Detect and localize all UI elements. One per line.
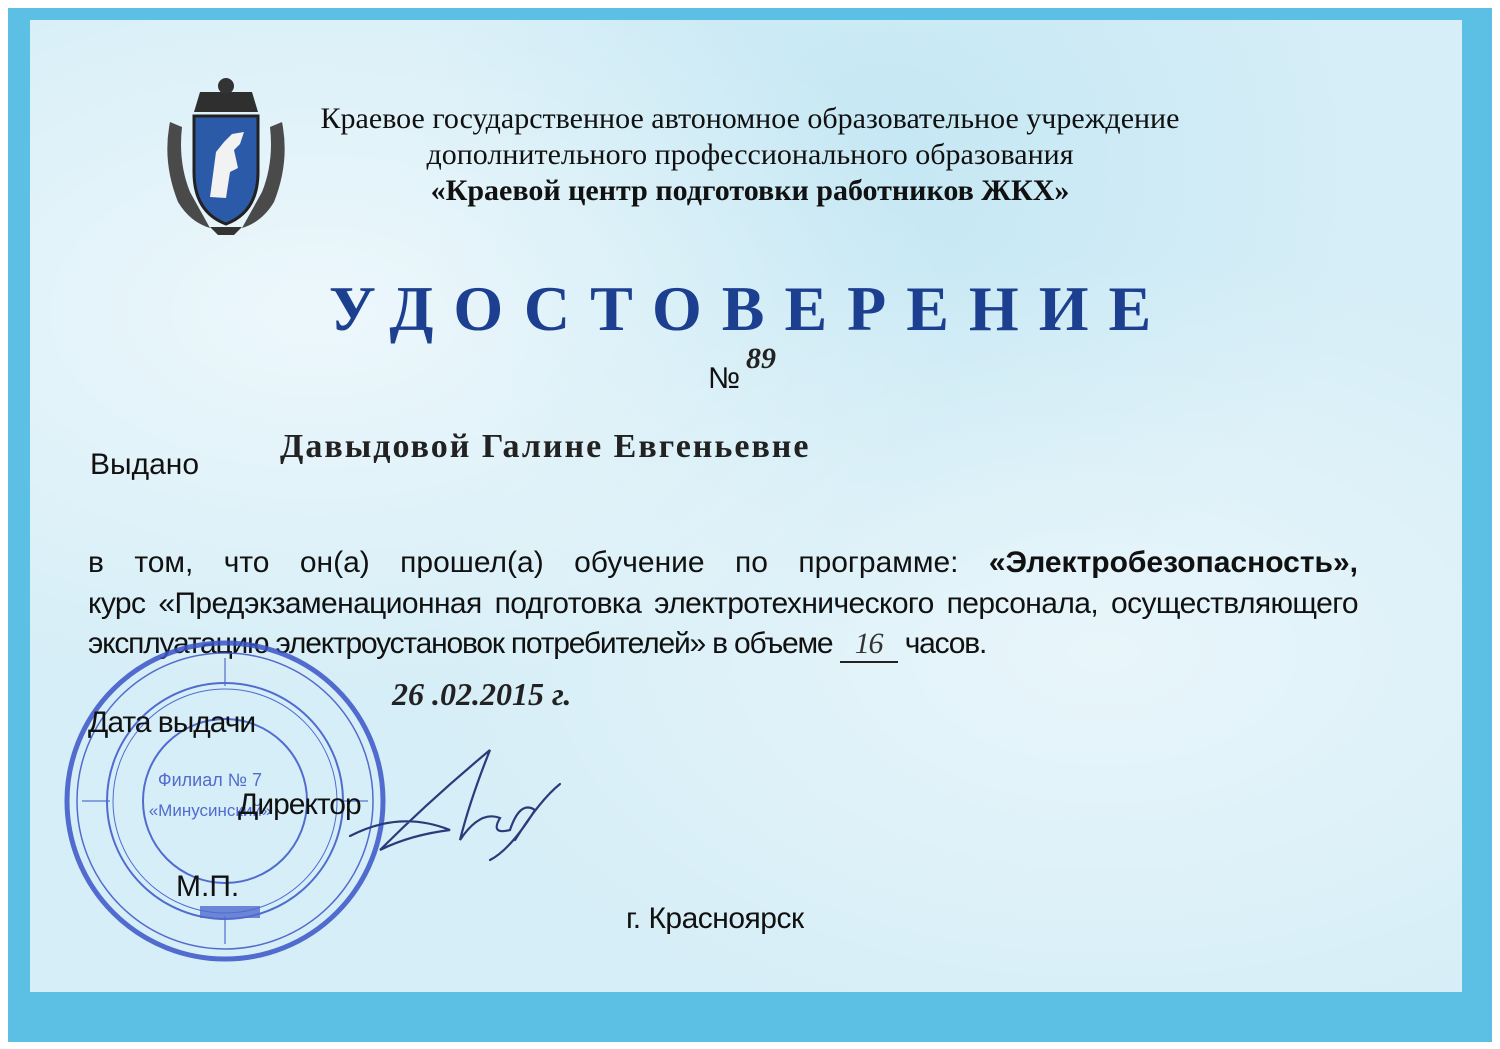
body-line-1-text: в том, что он(а) прошел(а) обучение по программе: (88, 546, 959, 579)
header-line-3: «Краевой центр подготовки работников ЖКХ» (430, 174, 1070, 207)
number-sign: № (708, 362, 741, 395)
city-name: г. Красноярск (626, 902, 804, 935)
issue-date-label: Дата выдачи (88, 706, 256, 739)
director-label: Директор (238, 788, 361, 821)
certificate-number: 89 (746, 342, 776, 375)
certificate-title: УДОСТОВЕРЕНИЕ (328, 273, 1172, 344)
body-line-3-text: эксплуатацию электроустановок потребителей» в объеме (88, 627, 833, 660)
hours-value: 16 (840, 627, 898, 663)
body-line-2: курс «Предэкзаменационная подготовка электротехнического персонала, осуществляющего (88, 587, 1358, 620)
director-signature (340, 740, 580, 880)
header-line-1: Краевое государственное автономное образовательное учреждение (320, 102, 1180, 135)
stamp-branch: Филиал № 7 (157, 770, 263, 790)
recipient-name: Давыдовой Галине Евгеньевне (280, 428, 811, 465)
issue-date: 26 .02.2015 г. (392, 676, 572, 712)
body-line-1 (88, 546, 1358, 580)
seal-place-label: М.П. (176, 870, 240, 903)
issued-label: Выдано (90, 448, 200, 481)
stamp-branch-name: «Минусинский» (148, 801, 272, 820)
program-name: «Электробезопасность», (988, 546, 1358, 579)
hours-unit: часов. (904, 627, 987, 660)
header-line-2: дополнительного профессионального образования (426, 138, 1074, 171)
